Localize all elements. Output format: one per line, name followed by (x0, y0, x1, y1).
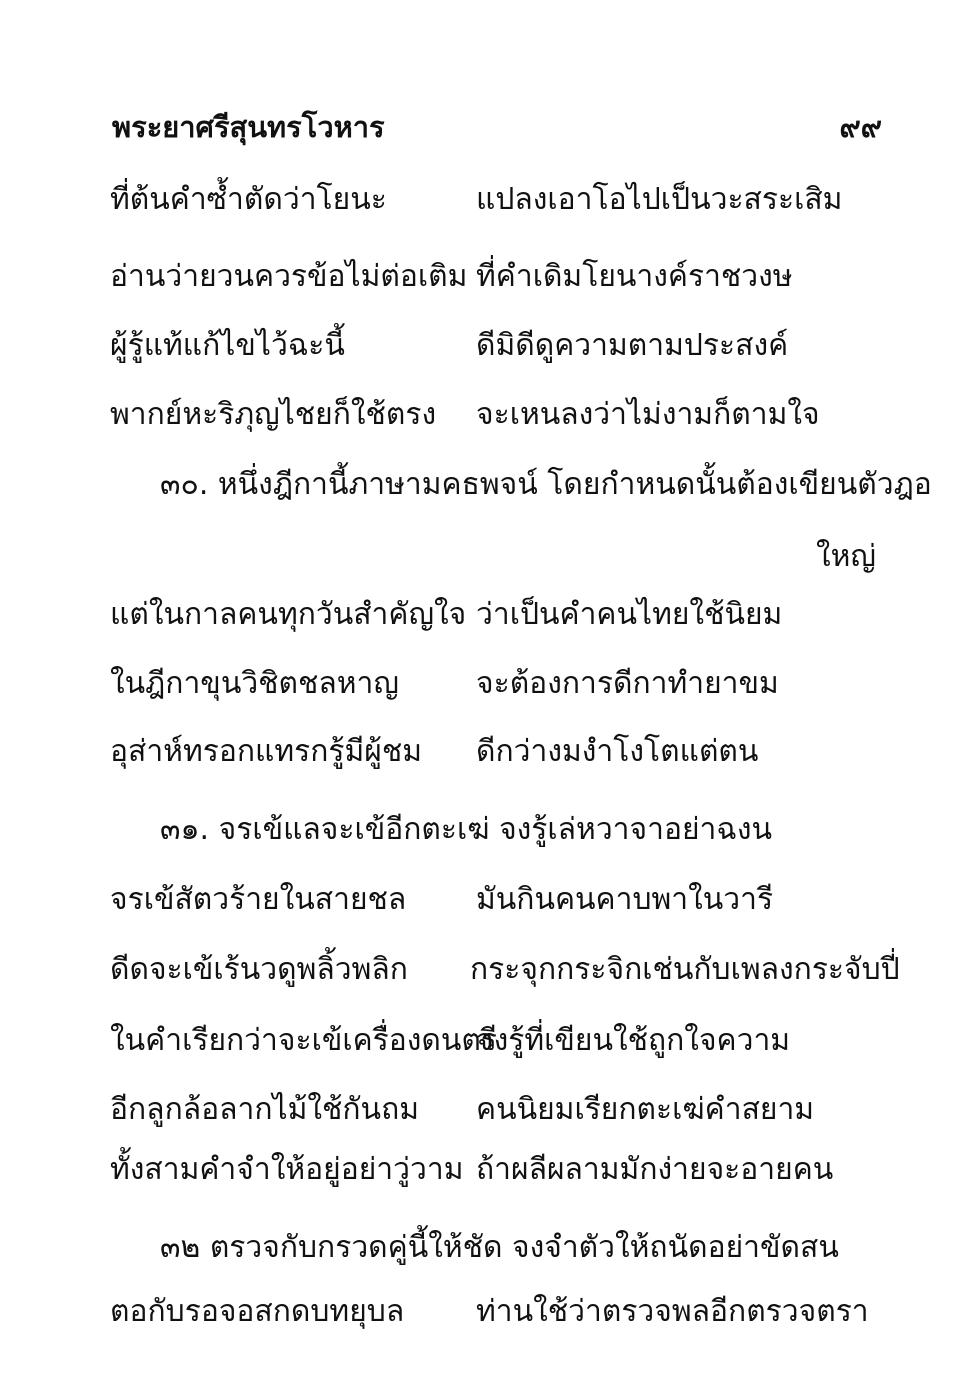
verse-line (0, 324, 980, 368)
page-number: ๙๙ (839, 110, 882, 144)
verse-right: ถ้าผลีผลามมักง่ายจะอายคน (476, 1152, 834, 1187)
running-title: พระยาศรีสุนทรโวหาร (112, 110, 385, 144)
verse-line (0, 662, 980, 706)
clause-30: ๓๐. หนึ่งฎีกานี้ภาษามคธพจน์ โดยกำหนดนั้นต้องเขียนตัวฎอ (160, 467, 932, 502)
verse-left: ที่ต้นคำซ้ำตัดว่าโยนะ (110, 182, 387, 217)
verse-right: ท่านใช้ว่าตรวจพลอีกตรวจตรา (476, 1294, 869, 1329)
verse-left: อ่านว่ายวนควรข้อไม่ต่อเติม (110, 259, 468, 294)
verse-left: แต่ในกาลคนทุกวันสำคัญใจ (110, 597, 467, 632)
verse-line (0, 1088, 980, 1132)
verse-left: อุส่าห์ทรอกแทรกรู้มีผู้ชม (110, 734, 423, 769)
verse-left: จรเข้สัตวร้ายในสายชล (110, 882, 407, 917)
verse-line (0, 593, 980, 637)
verse-right: จงรู้ที่เขียนใช้ถูกใจความ (476, 1023, 791, 1058)
verse-line (0, 393, 980, 437)
verse-left: ผู้รู้แท้แก้ไขไว้ฉะนี้ (110, 328, 345, 363)
verse-right: จะต้องการดีกาทำยาขม (476, 666, 779, 701)
verse-line (0, 1290, 980, 1334)
verse-right: กระจุกกระจิกเช่นกับเพลงกระจับปี่ (470, 952, 900, 987)
verse-right: แปลงเอาโอไปเป็นวะสระเสิม (476, 182, 843, 217)
verse-right: ดีมิดีดูความตามประสงค์ (476, 328, 789, 363)
page-header (112, 104, 882, 154)
verse-line (0, 178, 980, 222)
clause-32: ๓๒ ตรวจกับกรวดคู่นี้ให้ชัด จงจำตัวให้ถนัดอย่าขัดสน (160, 1230, 839, 1265)
clause-31: ๓๑. จรเข้แลจะเข้อีกตะเฆ่ จงรู้เล่หวาจาอย่าฉงน (160, 812, 772, 847)
verse-right: ดีกว่างมงำโงโตแต่ตน (476, 734, 759, 769)
verse-right: มันกินคนคาบพาในวารี (476, 882, 774, 917)
verse-line (0, 948, 980, 992)
verse-left: ตอกับรอจอสกดบทยุบล (110, 1294, 405, 1329)
verse-line (0, 1019, 980, 1063)
verse-line (0, 1148, 980, 1192)
verse-left: ในฎีกาขุนวิชิตชลหาญ (110, 666, 399, 701)
verse-right: จะเหนลงว่าไม่งามก็ตามใจ (476, 397, 820, 432)
verse-right: ว่าเป็นคำคนไทยใช้นิยม (476, 597, 783, 632)
clause-30-continuation: ใหญ่ (816, 539, 876, 574)
verse-right: คนนิยมเรียกตะเฆ่คำสยาม (476, 1092, 815, 1127)
verse-left: ทั้งสามคำจำให้อยู่อย่าวู่วาม (110, 1152, 464, 1187)
verse-left: อีกลูกล้อลากไม้ใช้กันถม (110, 1092, 420, 1127)
verse-right: ที่คำเดิมโยนางค์ราชวงษ (476, 259, 793, 294)
verse-left: ดีดจะเข้เร้นวดูพลิ้วพลิก (110, 952, 408, 987)
verse-line (0, 730, 980, 774)
verse-left: ในคำเรียกว่าจะเข้เครื่องดนตรี (110, 1023, 498, 1058)
verse-left: พากย์หะริภุญไชยก็ใช้ตรง (110, 397, 437, 432)
verse-line (0, 255, 980, 299)
verse-line (0, 878, 980, 922)
